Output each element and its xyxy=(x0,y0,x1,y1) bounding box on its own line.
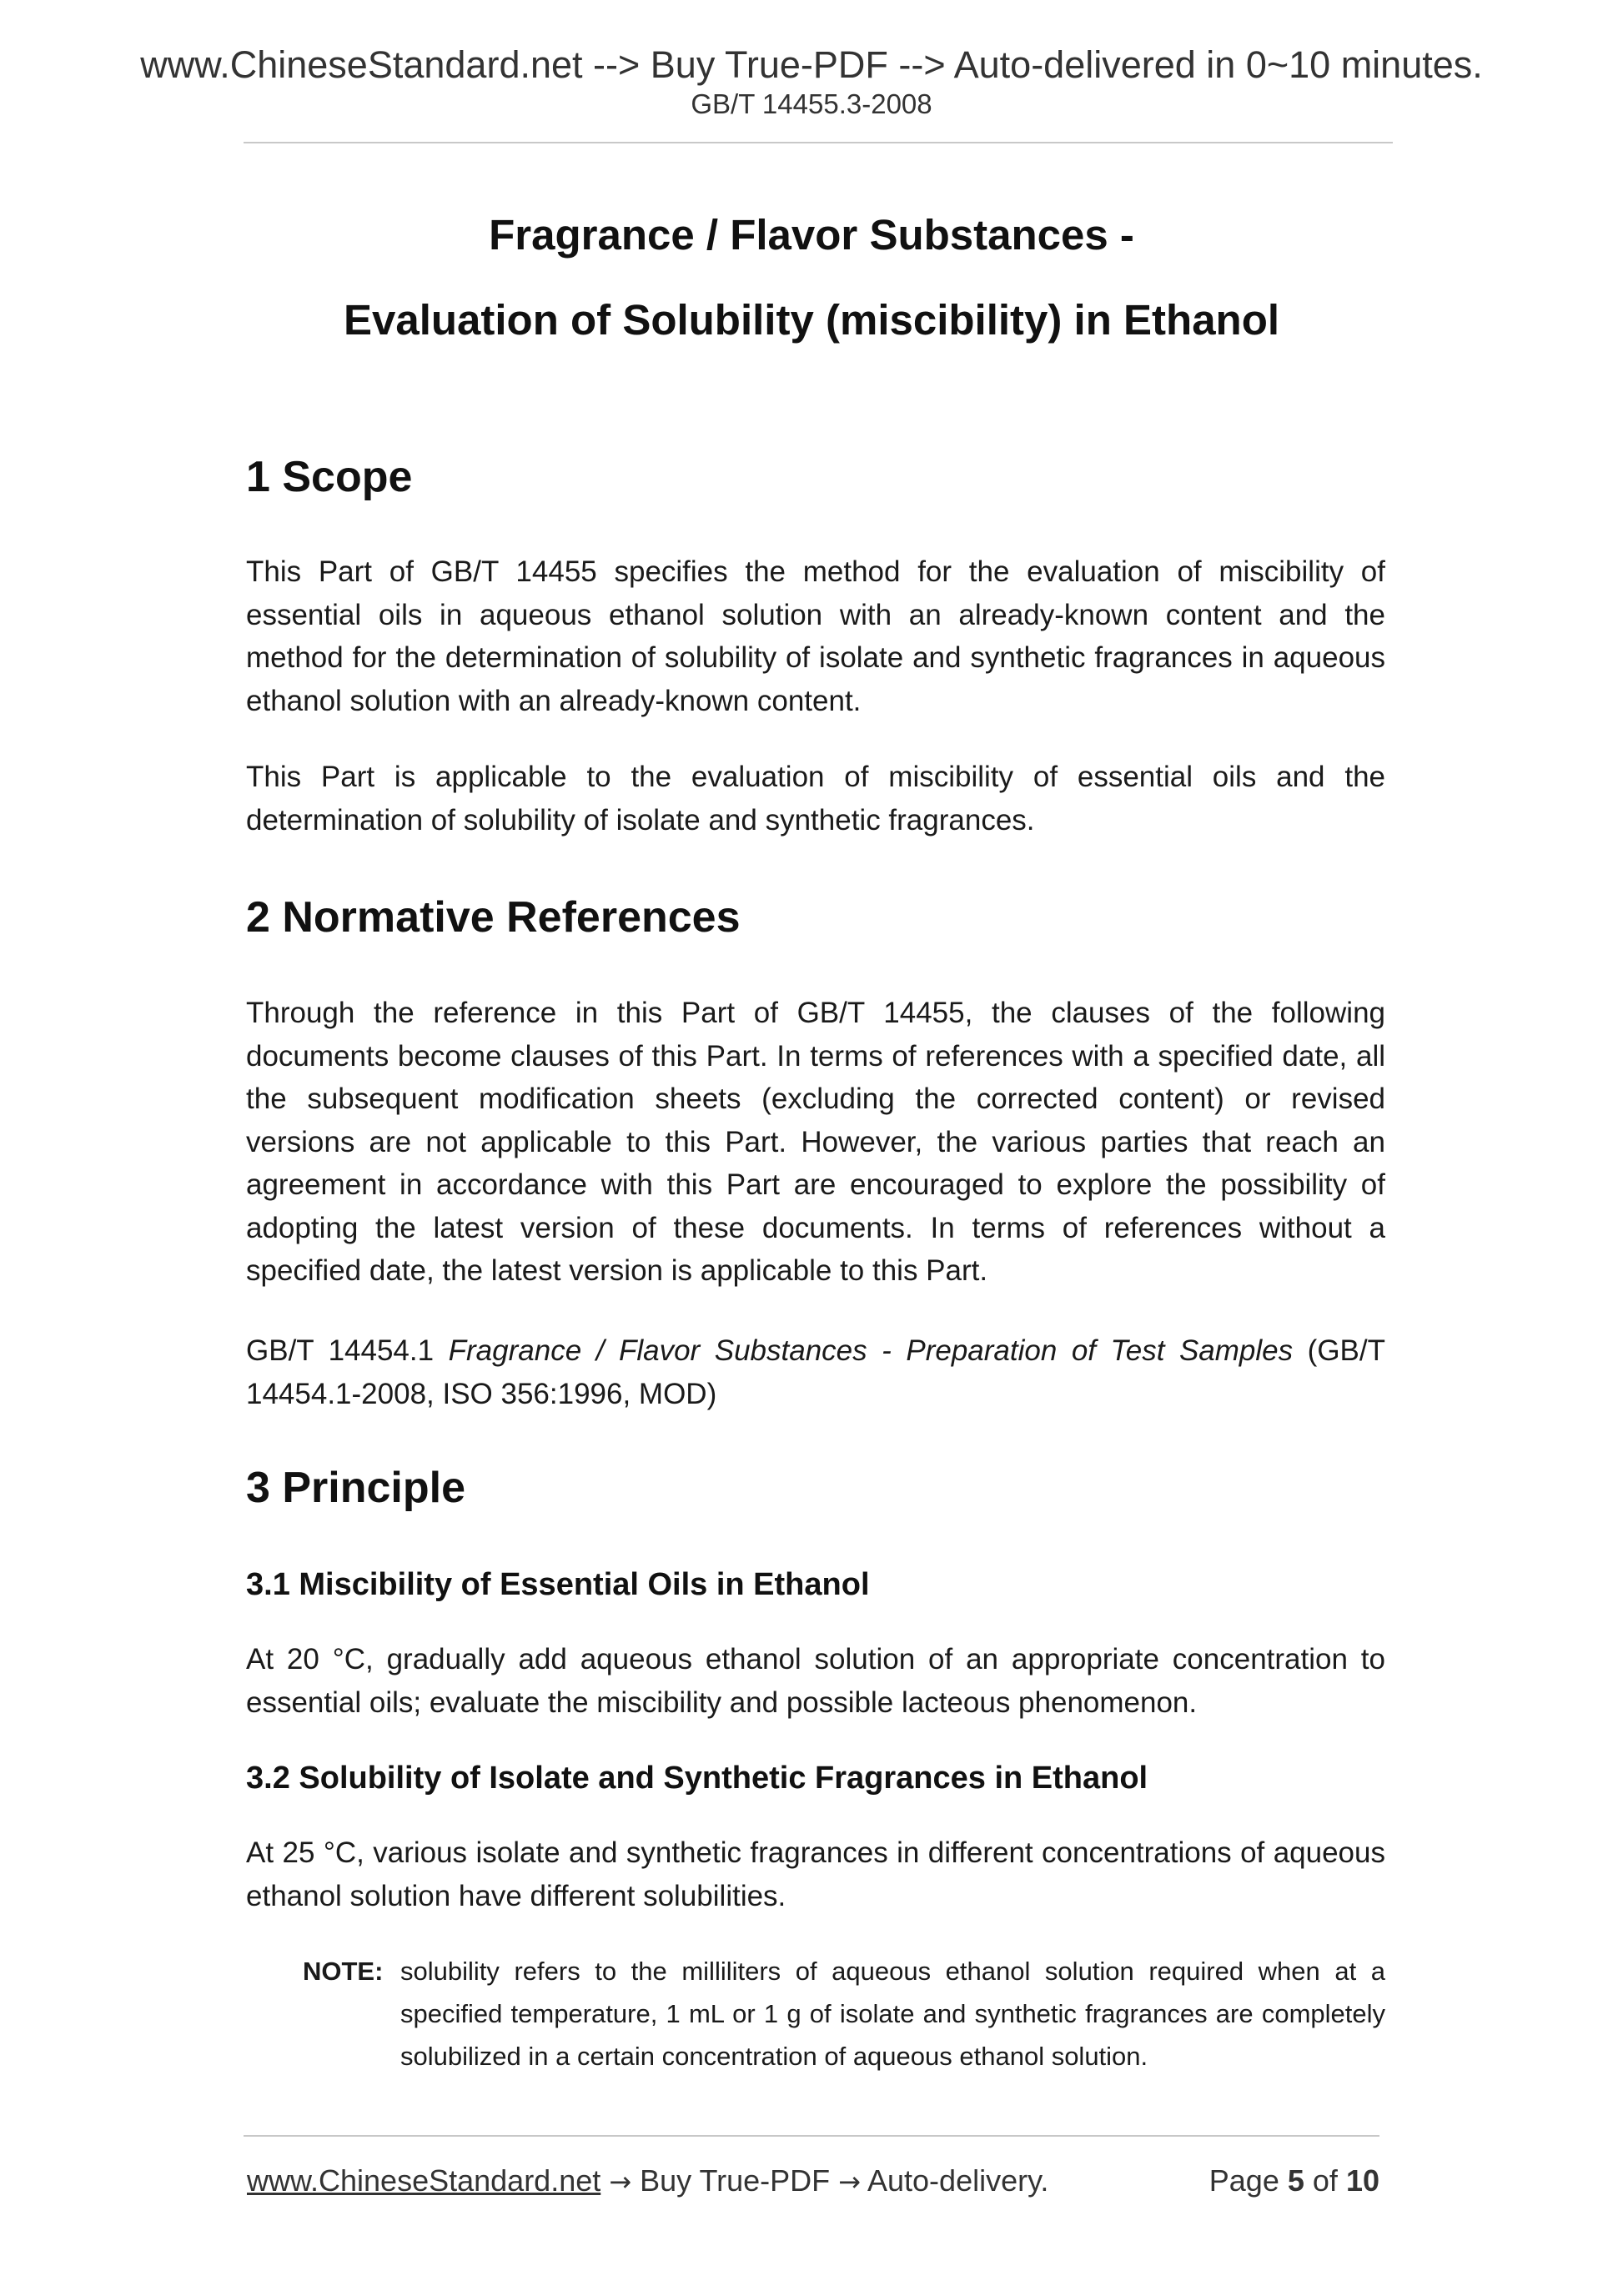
note-text: solubility refers to the milliliters of aqueous ethanol solution required when at a specified temperature, 1 mL or 1 g of isolate and synthetic fragrances are completely solubilized in a certain concentration of aqueous ethanol solution. xyxy=(400,1957,1385,2071)
page-current: 5 xyxy=(1287,2163,1304,2198)
scope-paragraph-1: This Part of GB/T 14455 specifies the method for the evaluation of miscibility of essential oils in aqueous ethanol solution with an already-known content and the method for the determination of solubility of isolate and synthetic fragrances in aqueous ethanol solution with an already-known content. xyxy=(246,555,1385,717)
header-divider xyxy=(244,142,1393,143)
arrow-right-icon: → xyxy=(838,2166,861,2198)
section-heading-normative-references: 2 Normative References xyxy=(246,893,741,942)
page-word: Page xyxy=(1208,2163,1279,2198)
scope-paragraph-2: This Part is applicable to the evaluation of miscibility of essential oils and the determination of solubility of isolate and synthetic fragrances. xyxy=(246,761,1385,837)
subsection-heading-3-1: 3.1 Miscibility of Essential Oils in Ethanol xyxy=(246,1567,870,1602)
normative-reference-entry xyxy=(246,1329,1385,1415)
subsection-3-2-text: At 25 °C, various isolate and synthetic fragrances in different concentrations of aqueous ethanol solution have different solubilities. xyxy=(246,1836,1385,1912)
document-title-line-1: Fragrance / Flavor Substances - xyxy=(489,211,1134,259)
note-block xyxy=(303,1950,1385,2077)
reference-code: GB/T 14454.1 xyxy=(246,1334,435,1367)
subsection-3-1-text: At 20 °C, gradually add aqueous ethanol solution of an appropriate concentration to essential oils; evaluate the miscibility and possible lacteous phenomenon. xyxy=(246,1643,1385,1719)
note-label: NOTE: xyxy=(303,1957,384,1986)
header-banner: www.ChineseStandard.net --> Buy True-PDF --> Auto-delivered in 0~10 minutes. xyxy=(140,43,1483,86)
page-total: 10 xyxy=(1345,2163,1379,2198)
document-title-line-2: Evaluation of Solubility (miscibility) in Ethanol xyxy=(343,296,1280,344)
reference-title: Fragrance / Flavor Substances - Preparation of Test Samples xyxy=(448,1334,1294,1367)
footer-delivery-text: Auto-delivery. xyxy=(867,2163,1049,2198)
reference-details: (GB/T 14454.1-2008, ISO 356:1996, MOD) xyxy=(246,1334,1385,1410)
section-heading-scope: 1 Scope xyxy=(246,453,413,501)
of-word: of xyxy=(1312,2163,1338,2198)
document-code: GB/T 14455.3-2008 xyxy=(691,88,932,119)
section-heading-principle: 3 Principle xyxy=(246,1464,465,1512)
page-indicator xyxy=(1209,2160,1379,2202)
normative-paragraph: Through the reference in this Part of GB/T 14455, the clauses of the following documents become clauses of this Part. In terms of references with a specified date, all the subsequent modification sheets (excluding the corrected content) or revised versions are not applicable to this Part. However, the various parties that reach an agreement in accordance with this Part are encouraged to explore the possibility of adopting the latest version of these documents. In terms of references without a specified date, the latest version is applicable to this Part. xyxy=(246,997,1385,1287)
footer-divider xyxy=(244,2135,1379,2137)
subsection-heading-3-2: 3.2 Solubility of Isolate and Synthetic Fragrances in Ethanol xyxy=(246,1761,1148,1796)
footer-site-link[interactable]: www.ChineseStandard.net xyxy=(247,2163,601,2198)
footer-buy-text: Buy True-PDF xyxy=(640,2163,831,2198)
footer-links xyxy=(247,2160,1048,2203)
arrow-right-icon: → xyxy=(609,2166,632,2198)
